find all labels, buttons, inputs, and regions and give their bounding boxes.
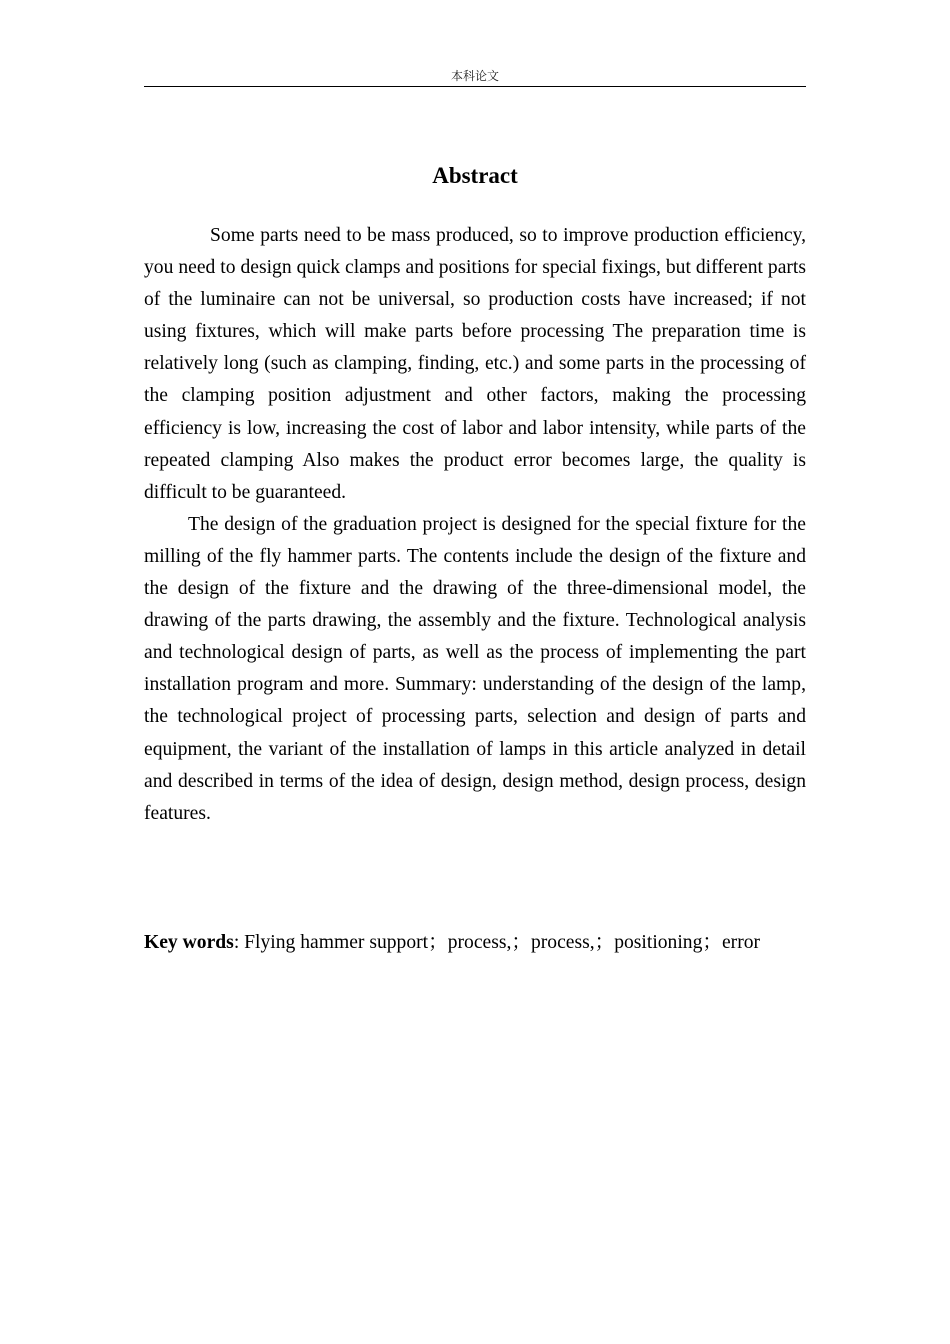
abstract-body	[144, 220, 806, 830]
keywords-label: Key words	[144, 932, 234, 953]
keywords	[144, 927, 806, 959]
keywords-separator: :	[233, 932, 245, 953]
abstract-title: Abstract	[432, 163, 518, 188]
abstract-paragraph-2: The design of the graduation project is designed for the special fixture for the milling of the fly hammer parts. The contents include the design of the fixture and the design of the fixture and the drawing of the three-dimensional model, the drawing of the parts drawing, the assembly and the fixture. Technological analysis and technological design of parts, as well as the process of implementing the part installation program and more. Summary: understanding of the design of the lamp, the technological project of processing parts, selection and design of parts and equipment, the variant of the installation of lamps in this article analyzed in detail and described in terms of the idea of design, design method, design process, design features.	[144, 513, 806, 824]
page-header	[144, 66, 806, 87]
header-text: 本科论文	[450, 69, 499, 83]
keywords-value: Flying hammer support；process,；process,；positioning；error	[244, 932, 761, 953]
abstract-paragraph-1: Some parts need to be mass produced, so to improve production efficiency, you need to design quick clamps and positions for special fixings, but different parts of the luminaire can not be universal, so production costs have increased; if not using fixtures, which will make parts before processing The preparation time is relatively long (such as clamping, finding, etc.) and some parts in the processing of the clamping position adjustment and other factors, making the processing efficiency is low, increasing the cost of labor and labor intensity, while parts of the repeated clamping Also makes the product error becomes large, the quality is difficult to be guaranteed.	[144, 225, 806, 503]
